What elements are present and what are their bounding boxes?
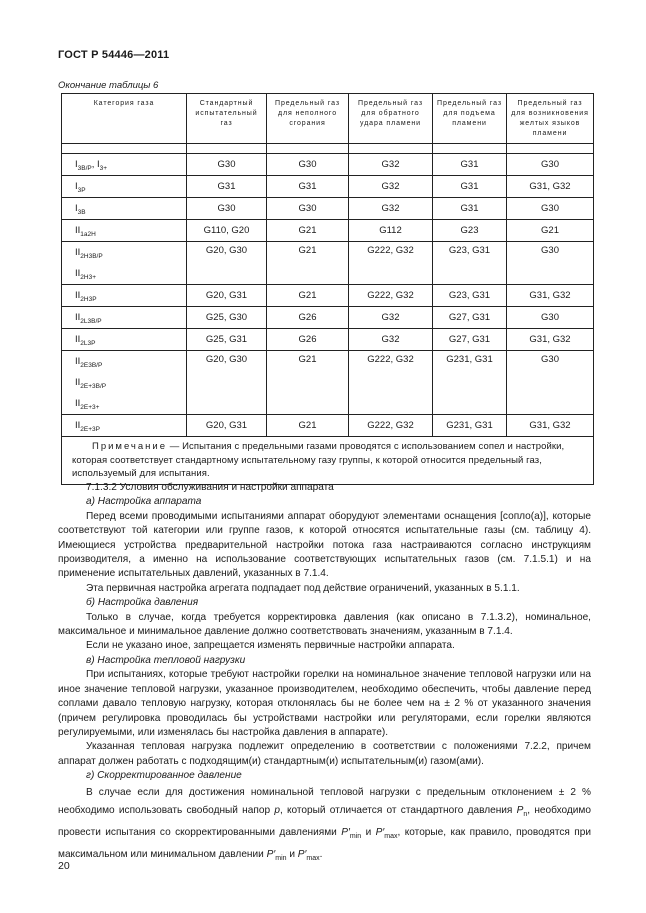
paragraph: Эта первичная настройка агрегата подпадает под действие ограничений, указанных в 5.1.1. <box>86 582 520 594</box>
table-row <box>62 415 594 437</box>
cell-yellow-tips: G31, G32 <box>507 415 594 437</box>
cell-category <box>62 242 187 285</box>
table-row <box>62 220 594 242</box>
section-heading: 7.1.3.2 Условия обслуживания и настройки аппарата <box>86 482 334 493</box>
cell-flashback: G222, G32 <box>349 242 433 285</box>
document-header: ГОСТ Р 54446—2011 <box>58 49 170 61</box>
text: . <box>319 848 323 860</box>
category-base: I <box>75 159 78 170</box>
symbol-sub: n <box>523 810 528 818</box>
category-sub: 2H3B/P <box>80 253 103 260</box>
symbol-base: P <box>516 804 524 816</box>
category-base: II <box>75 247 81 258</box>
cell-flashback: G32 <box>349 307 433 329</box>
table-row <box>62 242 594 285</box>
text: и <box>365 826 372 838</box>
table-note <box>62 437 594 485</box>
subheading-a: а) Настройка аппарата <box>86 496 202 508</box>
category-tail: , I <box>91 159 100 170</box>
symbol-sub: max <box>384 832 398 840</box>
category-base: II <box>75 290 81 301</box>
cell-category <box>62 220 187 242</box>
category-sub: 2L3B/P <box>80 318 102 325</box>
cell-category <box>62 329 187 351</box>
category-base: II <box>75 356 81 367</box>
cell-category <box>62 285 187 307</box>
paragraph: При испытаниях, которые требуют настройки горелки на номинальное значение тепловой нагрузки или на иное значение тепловой нагрузки, указанное производителем, необходимо обеспечить, чтобы давление перед соплами давало тепловую нагрузку, которая отклонялась бы не более чем на ± 2 % от указанного значения (причем регулировка проводилась бы устройствами настройки или регуляторами, если горелки являются регулируемыми, или изменялась бы настройка давления в аппарате). <box>58 669 591 738</box>
category-code <box>75 181 86 192</box>
category-code <box>75 290 97 301</box>
symbol-sub: min <box>349 832 362 840</box>
cell-flashback: G222, G32 <box>349 285 433 307</box>
symbol-pmax <box>298 849 320 860</box>
symbol-base: P′ <box>297 848 307 860</box>
symbol-base: P′ <box>341 826 350 838</box>
category-code <box>75 393 184 414</box>
category-code <box>75 263 184 284</box>
cell-standard-gas: G31 <box>187 176 267 198</box>
category-sub: 2L3P <box>80 340 96 347</box>
col-incomplete-combustion: Предельный газ для неполного сгорания <box>267 94 349 144</box>
symbol-base: P′ <box>375 826 385 838</box>
table-row <box>62 285 594 307</box>
cell-yellow-tips: G30 <box>507 198 594 220</box>
category-code <box>75 334 95 345</box>
symbol-base: P′ <box>266 848 276 860</box>
category-sub: 2E+3P <box>80 426 100 433</box>
category-sub: 1a2H <box>80 231 96 238</box>
cell-incomplete-combustion: G21 <box>267 415 349 437</box>
table-row <box>62 329 594 351</box>
table-row <box>62 154 594 176</box>
cell-incomplete-combustion: G21 <box>267 351 349 415</box>
category-sub: 3B <box>77 209 86 216</box>
cell-incomplete-combustion: G30 <box>267 198 349 220</box>
category-sub: 3+ <box>99 165 108 172</box>
category-code <box>75 159 107 170</box>
cell-incomplete-combustion: G26 <box>267 307 349 329</box>
gas-category-table <box>61 93 594 485</box>
text: В случае если для достижения номинальной тепловой нагрузки с предельным отклонением ± 2 % необходимо использовать свободный напор <box>58 786 591 816</box>
subheading-c: в) Настройка тепловой нагрузки <box>86 654 246 666</box>
cell-flame-lift: G27, G31 <box>433 329 507 351</box>
cell-flashback: G222, G32 <box>349 351 433 415</box>
category-base: I <box>75 181 78 192</box>
cell-flashback: G222, G32 <box>349 415 433 437</box>
cell-incomplete-combustion: G26 <box>267 329 349 351</box>
paragraph: Только в случае, когда требуется корректировка давления (как описано в 7.1.3.2), номинальное, максимальное и минимальное давление должно соответствовать значениям, указанным в 7.1.4. <box>58 611 591 638</box>
category-base: II <box>75 268 81 279</box>
col-flashback: Предельный газ для обратного удара пламени <box>349 94 433 144</box>
category-sub: 2E+3B/P <box>80 383 107 390</box>
table-spacer-row <box>62 144 594 154</box>
cell-flame-lift: G31 <box>433 176 507 198</box>
cell-standard-gas: G25, G30 <box>187 307 267 329</box>
category-code <box>75 242 184 263</box>
cell-flame-lift: G231, G31 <box>433 415 507 437</box>
category-code <box>75 203 86 214</box>
category-sub: 2H3P <box>80 296 97 303</box>
paragraph: Перед всеми проводимыми испытаниями аппарат оборудуют элементами оснащения [сопло(а)], которые соответствуют той категории или группе газов, к которой относятся испытательные газы (см. таблицу 4). Имеющиеся устройства предварительной настройки потока газа настраиваются согласно инструкциям производителя, а именно на использование соответствующих испытательных газов (см. 7.1.5.1) и на применение испытательных давлений, указанных в 7.1.4. <box>58 510 591 580</box>
table-note-row <box>62 437 594 485</box>
cell-standard-gas: G30 <box>187 198 267 220</box>
table-row <box>62 351 594 415</box>
category-code <box>75 420 100 431</box>
category-code <box>75 372 184 393</box>
col-yellow-tips: Предельный газ для возникновения желтых языков пламени <box>507 94 594 144</box>
note-label: Примечание <box>92 441 167 452</box>
cell-yellow-tips: G30 <box>507 154 594 176</box>
cell-yellow-tips: G31, G32 <box>507 285 594 307</box>
symbol-pn <box>517 805 528 816</box>
subheading-b: б) Настройка давления <box>86 597 199 609</box>
category-sub: 2E+3+ <box>80 404 100 411</box>
category-base: II <box>75 312 81 323</box>
table-row <box>62 198 594 220</box>
paragraph <box>58 784 591 868</box>
text: , который отличается от стандартного давления <box>279 804 517 816</box>
category-base: II <box>75 334 81 345</box>
cell-standard-gas: G20, G30 <box>187 351 267 415</box>
category-code <box>75 312 102 323</box>
category-base: II <box>75 420 81 431</box>
cell-incomplete-combustion: G21 <box>267 242 349 285</box>
cell-standard-gas: G25, G31 <box>187 329 267 351</box>
cell-incomplete-combustion: G30 <box>267 154 349 176</box>
category-sub: 2E3B/P <box>80 362 103 369</box>
cell-category <box>62 176 187 198</box>
cell-standard-gas: G20, G30 <box>187 242 267 285</box>
symbol-pmax <box>376 827 398 838</box>
table-header-row <box>62 94 594 144</box>
symbol-p: p <box>274 804 280 816</box>
page-number: 20 <box>58 860 70 872</box>
cell-yellow-tips: G30 <box>507 242 594 285</box>
category-sub: 3P <box>77 187 86 194</box>
cell-category <box>62 415 187 437</box>
col-flame-lift: Предельный газ для подъема пламени <box>433 94 507 144</box>
cell-standard-gas: G20, G31 <box>187 415 267 437</box>
cell-category <box>62 198 187 220</box>
cell-yellow-tips: G30 <box>507 307 594 329</box>
cell-flame-lift: G31 <box>433 154 507 176</box>
cell-yellow-tips: G21 <box>507 220 594 242</box>
cell-category <box>62 307 187 329</box>
category-base: II <box>75 377 81 388</box>
cell-flame-lift: G31 <box>433 198 507 220</box>
cell-incomplete-combustion: G31 <box>267 176 349 198</box>
subheading-d: г) Скорректированное давление <box>86 770 242 782</box>
cell-standard-gas: G20, G31 <box>187 285 267 307</box>
symbol-pmin <box>341 827 361 838</box>
cell-incomplete-combustion: G21 <box>267 285 349 307</box>
body-text <box>58 481 591 868</box>
cell-standard-gas: G30 <box>187 154 267 176</box>
cell-category <box>62 351 187 415</box>
category-code <box>75 225 96 236</box>
text: и <box>289 848 295 860</box>
table-row <box>62 176 594 198</box>
cell-incomplete-combustion: G21 <box>267 220 349 242</box>
cell-flashback: G32 <box>349 176 433 198</box>
category-base: II <box>75 225 81 236</box>
symbol-pmin <box>267 849 287 860</box>
cell-flame-lift: G27, G31 <box>433 307 507 329</box>
note-text: — Испытания с предельными газами проводятся с использованием сопел и настройки, которая соответствует стандартному испытательному газу группы, к которой относится предельный газ, используемый для испытания. <box>72 441 565 479</box>
cell-yellow-tips: G30 <box>507 351 594 415</box>
symbol-sub: max <box>306 854 320 862</box>
category-code <box>75 351 184 372</box>
cell-flame-lift: G231, G31 <box>433 351 507 415</box>
col-category: Категория газа <box>62 94 187 144</box>
text: , которые, как правило, проводятся при максимальном или минимальном давлении <box>58 826 591 860</box>
cell-yellow-tips: G31, G32 <box>507 329 594 351</box>
cell-yellow-tips: G31, G32 <box>507 176 594 198</box>
symbol-sub: min <box>275 854 287 862</box>
col-standard-gas: Стандартный испытательный газ <box>187 94 267 144</box>
cell-flame-lift: G23, G31 <box>433 242 507 285</box>
category-sub: 2H3+ <box>80 274 97 281</box>
category-sub: 3B/P <box>77 165 92 172</box>
text: , необходимо провести испытания со скорректированными давлениями <box>58 804 591 838</box>
cell-flashback: G32 <box>349 329 433 351</box>
category-base: II <box>75 398 81 409</box>
table-row <box>62 307 594 329</box>
paragraph: Если не указано иное, запрещается изменять первичные настройки аппарата. <box>86 640 455 652</box>
cell-flashback: G32 <box>349 198 433 220</box>
cell-standard-gas: G110, G20 <box>187 220 267 242</box>
cell-flame-lift: G23, G31 <box>433 285 507 307</box>
paragraph: Указанная тепловая нагрузка подлежит определению в соответствии с положениями 7.2.2, причем аппарат должен работать с подходящим(и) стандартным(и) испытательным(и) газом(ами). <box>58 741 591 767</box>
cell-flashback: G32 <box>349 154 433 176</box>
table-caption: Окончание таблицы 6 <box>58 80 159 91</box>
cell-flame-lift: G23 <box>433 220 507 242</box>
cell-category <box>62 154 187 176</box>
category-base: I <box>75 203 78 214</box>
cell-flashback: G112 <box>349 220 433 242</box>
